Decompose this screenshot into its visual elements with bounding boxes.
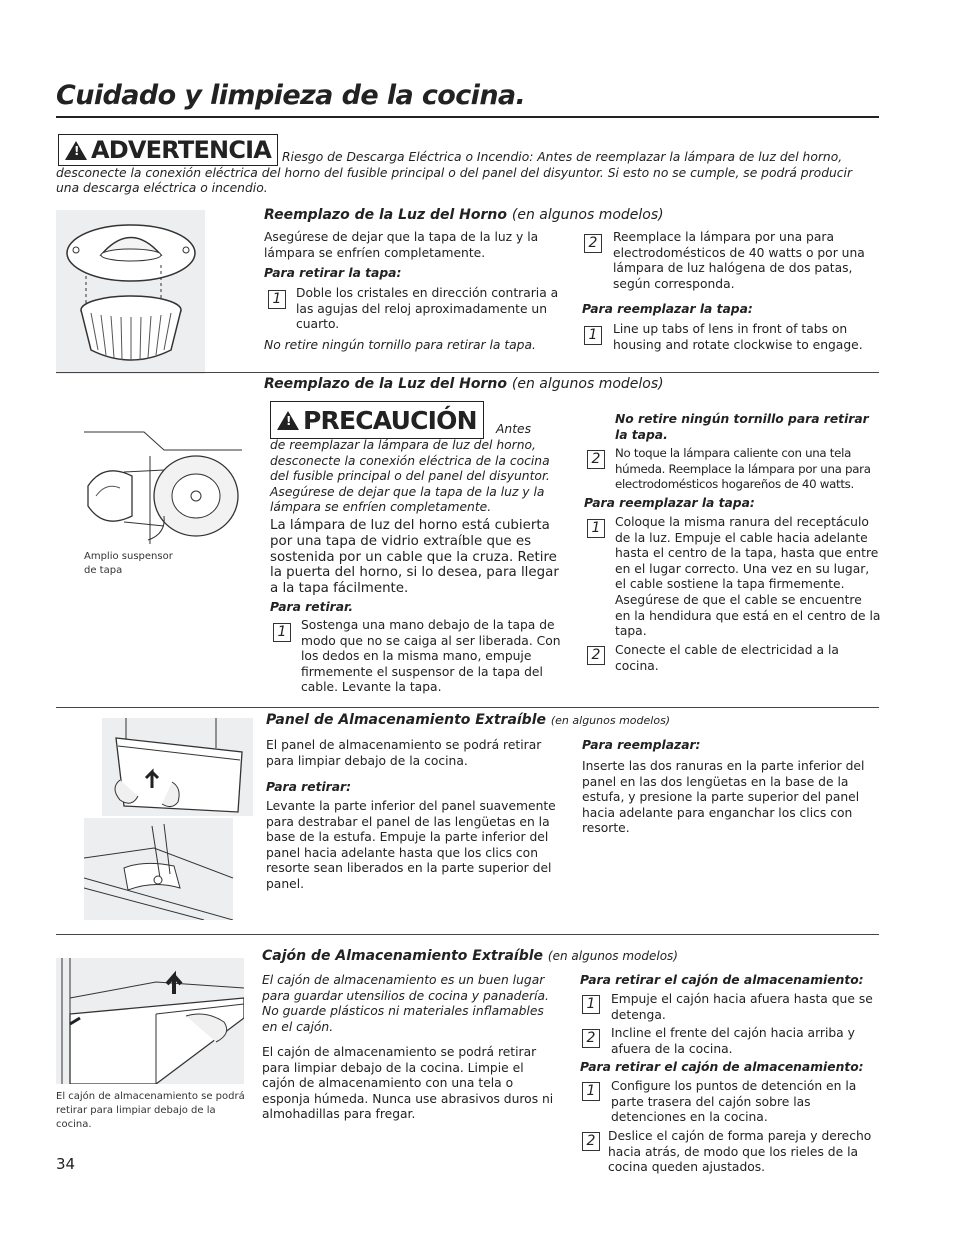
section1-step3: Line up tabs of lens in front of tabs on housing and rotate clockwise to engage. [613, 322, 863, 352]
section3-intro: El panel de almacenamiento se podrá retirar para limpiar debajo de la cocina. [266, 738, 542, 768]
section1-replace-label: Para reemplazar la tapa: [582, 302, 753, 316]
section1-step1: Doble los cristales en dirección contraria a las agujas del reloj aproximadamente un cuarto. [296, 286, 559, 332]
section4-remove-step1-number: 1 [582, 995, 600, 1014]
section-divider [56, 372, 879, 373]
section2-replace-label: Para reemplazar la tapa: [584, 496, 755, 510]
section4-remove-step2: Incline el frente del cajón hacia arriba y afuera de la cocina. [611, 1026, 855, 1056]
section4-replace-step2-number: 2 [582, 1132, 600, 1151]
section-divider [56, 707, 879, 708]
section2-note: No retire ningún tornillo para retirar la tapa. [615, 412, 869, 442]
section1-remove-label: Para retirar la tapa: [264, 266, 402, 280]
section2-step3: Coloque la misma ranura del receptáculo de la luz. Empuje el cable hacia adelante hasta el centro de la tapa, hasta que entre en el lugar correcto. Una vez en su lugar, el cable sostiene la tapa firmemente. Asegúrese de que el cable se encuentre en la hendidura que está en el centro de la tapa. [615, 515, 881, 639]
section4-replace-step1-number: 1 [582, 1082, 600, 1101]
title-rule [56, 116, 879, 118]
storage-panel-illustration-top [102, 718, 253, 816]
section3-remove-label: Para retirar: [266, 780, 352, 794]
section4-caption: El cajón de almacenamiento se podrá retirar para limpiar debajo de la cocina. [56, 1091, 245, 1130]
storage-drawer-illustration [56, 958, 244, 1084]
section2-remove-label: Para retirar. [270, 600, 354, 614]
section2-step1-number: 1 [273, 623, 291, 642]
caution-label: PRECAUCIÓN [303, 405, 477, 435]
section-divider [56, 934, 879, 935]
section4-remove-step1: Empuje el cajón hacia afuera hasta que se detenga. [611, 992, 873, 1022]
section1-intro: Asegúrese de dejar que la tapa de la luz y la lámpara se enfríen completamente. [264, 230, 539, 260]
caution-triangle-icon [277, 411, 299, 430]
page-title: Cuidado y limpieza de la cocina. [56, 80, 526, 111]
storage-panel-illustration-bottom [84, 818, 233, 920]
section1-step3-number: 1 [584, 326, 602, 345]
section2-step2-number: 2 [587, 450, 605, 469]
section4-replace-step1: Configure los puntos de detención en la parte trasera del cajón sobre las detenciones en la cocina. [611, 1079, 857, 1125]
section2-step4-number: 2 [587, 646, 605, 665]
page-number: 34 [56, 1155, 76, 1173]
section1-heading: Reemplazo de la Luz del Horno (en algunos modelos) [264, 207, 664, 223]
section4-replace-label: Para retirar el cajón de almacenamiento: [580, 1060, 864, 1074]
section1-step1-number: 1 [268, 290, 286, 309]
section4-heading: Cajón de Almacenamiento Extraíble (en algunos modelos) [262, 948, 678, 964]
section4-body: El cajón de almacenamiento se podrá retirar para limpiar debajo de la cocina. Limpie el cajón de almacenamiento con una tela o esponja húmeda. Nunca use abrasivos duros ni almohadillas para fregar. [262, 1045, 554, 1122]
section4-replace-step2: Deslice el cajón de forma pareja y derecho hacia atrás, de modo que los rieles de la cocina queden ajustados. [608, 1129, 872, 1175]
warning-text: Riesgo de Descarga Eléctrica o Incendio: Antes de reemplazar la lámpara de luz del horno, desconecte la conexión eléctrica del horno del fusible principal o del panel del disyuntor. Si esto no se cumple, se podrá producir una descarga eléctrica o incendio. [56, 150, 853, 196]
section3-replace-text: Inserte las dos ranuras en la parte inferior del panel en las dos lengüetas en la base de la estufa, y presione la parte superior del panel hacia adelante para enganchar los clics con resorte. [582, 759, 865, 836]
section2-body: La lámpara de luz del horno está cubierta por una tapa de vidrio extraíble que es sostenida por un cable que la cruza. Retire la puerta del horno, si lo desea, para llegar a la tapa fácilmente. [270, 518, 559, 597]
oven-light-lens-illustration [56, 210, 205, 374]
caution-text: de reemplazar la lámpara de luz del horno, desconecte la conexión eléctrica de la cocina del fusible principal o del panel del disyuntor. Asegúrese de dejar que la tapa de la luz y la lámpara se enfríen completamente. [270, 438, 550, 515]
section3-replace-label: Para reemplazar: [582, 738, 701, 752]
warning-label: ADVERTENCIA [91, 136, 272, 164]
section1-step2: Reemplace la lámpara por una para electrodomésticos de 40 watts o por una lámpara de luz halógena de dos patas, según corresponda. [613, 230, 865, 291]
caution-first-word: Antes [496, 422, 531, 436]
section2-step1: Sostenga una mano debajo de la tapa de modo que no se caiga al ser liberada. Con los dedos en la misma mano, empuje firmemente el suspensor de la tapa del cable. Levante la tapa. [301, 618, 561, 695]
section1-note: No retire ningún tornillo para retirar la tapa. [264, 338, 536, 352]
section2-step4: Conecte el cable de electricidad a la cocina. [615, 643, 839, 673]
section2-heading: Reemplazo de la Luz del Horno (en algunos modelos) [264, 376, 664, 392]
section2-caption: Amplio suspensor de tapa [84, 551, 173, 576]
section4-remove-step2-number: 2 [582, 1029, 600, 1048]
caution-label-box [270, 401, 484, 439]
section2-step3-number: 1 [587, 519, 605, 538]
section3-remove-text: Levante la parte inferior del panel suavemente para destrabar el panel de las lengüetas en la base de la estufa. Empuje la parte inferior del panel hacia adelante hasta que los clics con resorte sean liberados en la parte superior del panel. [266, 799, 556, 891]
section3-heading: Panel de Almacenamiento Extraíble (en algunos modelos) [266, 712, 671, 728]
oven-light-cover-illustration [84, 426, 242, 544]
section1-step2-number: 2 [584, 234, 602, 253]
section4-intro: El cajón de almacenamiento es un buen lugar para guardar utensilios de cocina y panadería. No guarde plásticos ni materiales inflamables en el cajón. [262, 973, 549, 1034]
section2-step2: No toque la lámpara caliente con una tela húmeda. Reemplace la lámpara por una para electrodomésticos hogareños de 40 watts. [615, 446, 871, 492]
section4-remove-label: Para retirar el cajón de almacenamiento: [580, 973, 864, 987]
